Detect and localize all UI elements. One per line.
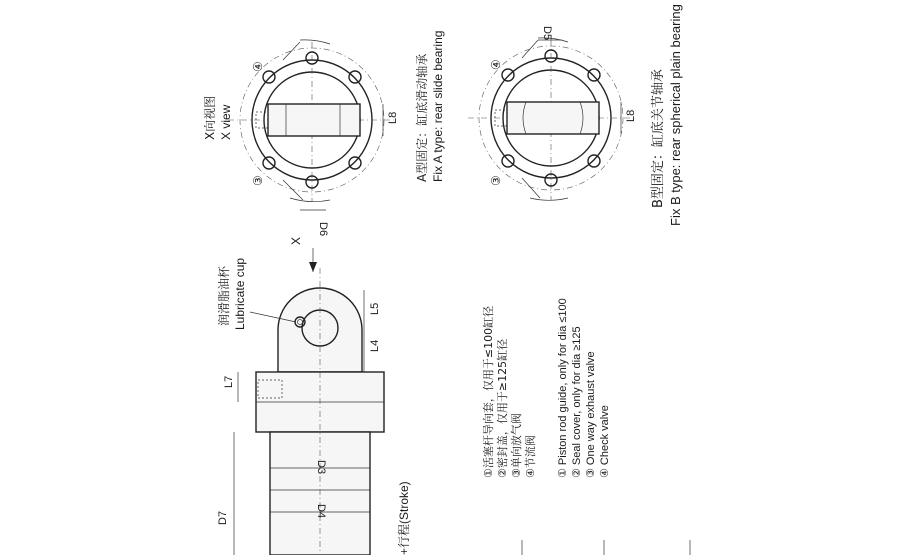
lubricate-label-cn: 润滑脂油杯 <box>217 265 231 326</box>
fix-b-label-en: Fix B type: rear spherical plain bearing <box>668 4 683 226</box>
dim-l8-a: L8 <box>387 111 399 124</box>
note-en-3: ③ One way exhaust valve <box>585 351 597 478</box>
note-en-4: ④ Check valve <box>599 405 611 478</box>
note-cn-3: ③单向放气阀 <box>510 413 523 478</box>
note-cn-2: ②密封盖，仅用于≥125缸径 <box>496 338 509 478</box>
lubricate-label-en: Lubricate cup <box>233 257 247 330</box>
stroke-label: +行程(Stroke) <box>397 481 411 555</box>
dim-d5: D5 <box>541 26 553 41</box>
x-view-label-cn: X向视图 <box>203 95 217 140</box>
fix-a-label-en: Fix A type: rear slide bearing <box>431 30 445 182</box>
callout-3-b: ③ <box>489 175 503 186</box>
callout-4-a: ④ <box>251 61 265 72</box>
fix-a-label-cn: A型固定：缸底滑动轴承 <box>415 53 429 182</box>
dim-l7: L7 <box>223 375 235 388</box>
notes-en <box>557 298 611 478</box>
note-en-2: ② Seal cover, only for dia ≥125 <box>571 326 583 478</box>
dim-d7: D7 <box>217 510 229 525</box>
note-en-1: ① Piston rod guide, only for dia ≤100 <box>557 298 569 478</box>
note-cn-1: ①活塞杆导向套，仅用于≤100缸径 <box>482 305 495 478</box>
callout-4-b: ④ <box>489 59 503 70</box>
dim-d3: D3 <box>315 460 327 475</box>
fix-b-label-cn: B型固定：缸底关节轴承 <box>651 69 666 208</box>
x-arrow-label: X <box>289 236 303 245</box>
notes-cn <box>481 306 537 478</box>
x-view-label-en: X view <box>219 104 233 140</box>
dim-l4: L4 <box>369 339 381 352</box>
dim-d4: D4 <box>315 504 327 519</box>
note-cn-4: ④节流阀 <box>524 435 537 478</box>
callout-3-a: ③ <box>251 175 265 186</box>
dim-l8-b: L8 <box>625 109 637 122</box>
dim-d6: D6 <box>317 222 329 237</box>
dim-l5: L5 <box>369 302 381 315</box>
